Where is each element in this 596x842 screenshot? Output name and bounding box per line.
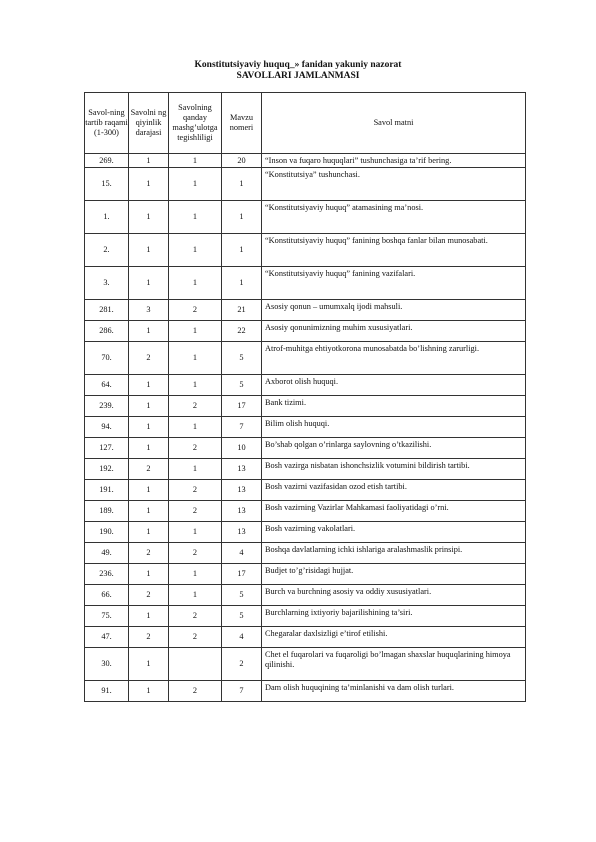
table-row — [85, 267, 526, 300]
table-row — [85, 501, 526, 522]
question-text-cell: Burchlarning ixtiyoriy bajarilishining ta’siri. — [262, 606, 526, 627]
table-row — [85, 459, 526, 480]
question-text-cell: Bosh vazirni vazifasidan ozod etish tartibi. — [262, 480, 526, 501]
lesson-cell: 1 — [169, 321, 222, 342]
question-number-cell: 239. — [85, 396, 129, 417]
question-number-cell: 47. — [85, 627, 129, 648]
question-text-cell: Bank tizimi. — [262, 396, 526, 417]
topic-cell: 7 — [222, 681, 262, 702]
table-header-row — [85, 93, 526, 154]
question-text-cell: Asosiy qonunimizning muhim xususiyatlari. — [262, 321, 526, 342]
topic-cell: 10 — [222, 438, 262, 459]
topic-cell: 17 — [222, 396, 262, 417]
difficulty-cell: 2 — [129, 459, 169, 480]
table-row — [85, 480, 526, 501]
topic-cell: 13 — [222, 501, 262, 522]
question-text-cell: Bilim olish huquqi. — [262, 417, 526, 438]
table-row — [85, 201, 526, 234]
question-text-cell: Budjet to’g’risidagi hujjat. — [262, 564, 526, 585]
topic-cell: 22 — [222, 321, 262, 342]
table-row — [85, 681, 526, 702]
topic-cell: 1 — [222, 234, 262, 267]
topic-cell: 5 — [222, 585, 262, 606]
table-row — [85, 396, 526, 417]
difficulty-cell: 1 — [129, 648, 169, 681]
question-text-cell: Chet el fuqarolari va fuqaroligi bo’lmagan shaxslar huquqlarining himoya qilinishi. — [262, 648, 526, 681]
topic-cell: 5 — [222, 342, 262, 375]
table-row — [85, 438, 526, 459]
header-difficulty: Savolni ng qiyinlik darajasi — [129, 93, 169, 154]
difficulty-cell: 1 — [129, 681, 169, 702]
question-text-cell: Atrof-muhitga ehtiyotkorona munosabatda bo’lishning zarurligi. — [262, 342, 526, 375]
question-number-cell: 49. — [85, 543, 129, 564]
lesson-cell: 2 — [169, 480, 222, 501]
table-row — [85, 564, 526, 585]
lesson-cell: 1 — [169, 375, 222, 396]
question-text-cell: Burch va burchning asosiy va oddiy xususiyatlari. — [262, 585, 526, 606]
table-row — [85, 168, 526, 201]
lesson-cell: 2 — [169, 627, 222, 648]
question-number-cell: 64. — [85, 375, 129, 396]
lesson-cell: 1 — [169, 201, 222, 234]
table-row — [85, 321, 526, 342]
question-text-cell: Asosiy qonun – umumxalq ijodi mahsuli. — [262, 300, 526, 321]
question-text-cell: Boshqa davlatlarning ichki ishlariga aralashmaslik prinsipi. — [262, 543, 526, 564]
title-line-1: Konstitutsiyaviy huquq_» fanidan yakuniy nazorat — [194, 60, 402, 70]
difficulty-cell: 1 — [129, 606, 169, 627]
lesson-cell: 1 — [169, 522, 222, 543]
table-row — [85, 375, 526, 396]
lesson-cell: 2 — [169, 396, 222, 417]
table-row — [85, 300, 526, 321]
lesson-cell: 2 — [169, 543, 222, 564]
table-row — [85, 585, 526, 606]
question-number-cell: 3. — [85, 267, 129, 300]
question-number-cell: 192. — [85, 459, 129, 480]
difficulty-cell: 1 — [129, 201, 169, 234]
question-number-cell: 70. — [85, 342, 129, 375]
question-number-cell: 91. — [85, 681, 129, 702]
difficulty-cell: 1 — [129, 396, 169, 417]
header-lesson: Savolning qanday mashg’ulotga tegishliligi — [169, 93, 222, 154]
lesson-cell: 1 — [169, 564, 222, 585]
question-text-cell: Chegaralar daxlsizligi e’tirof etilishi. — [262, 627, 526, 648]
difficulty-cell: 1 — [129, 564, 169, 585]
question-number-cell: 30. — [85, 648, 129, 681]
lesson-cell: 1 — [169, 234, 222, 267]
question-text-cell: “Konstitutsiyaviy huquq” fanining boshqa fanlar bilan munosabati. — [262, 234, 526, 267]
question-text-cell: Bosh vazirning Vazirlar Mahkamasi faoliyatidagi o’rni. — [262, 501, 526, 522]
difficulty-cell: 1 — [129, 480, 169, 501]
lesson-cell — [169, 648, 222, 681]
table-row — [85, 234, 526, 267]
question-number-cell: 75. — [85, 606, 129, 627]
question-number-cell: 281. — [85, 300, 129, 321]
difficulty-cell: 1 — [129, 267, 169, 300]
lesson-cell: 2 — [169, 606, 222, 627]
table-row — [85, 154, 526, 168]
lesson-cell: 1 — [169, 417, 222, 438]
difficulty-cell: 1 — [129, 501, 169, 522]
difficulty-cell: 1 — [129, 234, 169, 267]
difficulty-cell: 1 — [129, 168, 169, 201]
difficulty-cell: 2 — [129, 585, 169, 606]
question-text-cell: Bosh vazirga nisbatan ishonchsizlik votumini bildirish tartibi. — [262, 459, 526, 480]
question-number-cell: 1. — [85, 201, 129, 234]
question-number-cell: 94. — [85, 417, 129, 438]
difficulty-cell: 1 — [129, 522, 169, 543]
topic-cell: 5 — [222, 606, 262, 627]
topic-cell: 13 — [222, 522, 262, 543]
table-row — [85, 606, 526, 627]
question-text-cell: Bosh vazirning vakolatlari. — [262, 522, 526, 543]
topic-cell: 1 — [222, 267, 262, 300]
difficulty-cell: 1 — [129, 321, 169, 342]
lesson-cell: 1 — [169, 154, 222, 168]
topic-cell: 1 — [222, 168, 262, 201]
question-number-cell: 190. — [85, 522, 129, 543]
topic-cell: 1 — [222, 201, 262, 234]
header-topic: Mavzu nomeri — [222, 93, 262, 154]
question-text-cell: Axborot olish huquqi. — [262, 375, 526, 396]
topic-cell: 13 — [222, 480, 262, 501]
question-number-cell: 66. — [85, 585, 129, 606]
lesson-cell: 2 — [169, 681, 222, 702]
lesson-cell: 1 — [169, 267, 222, 300]
lesson-cell: 1 — [169, 585, 222, 606]
difficulty-cell: 1 — [129, 438, 169, 459]
question-text-cell: “Konstitutsiyaviy huquq” atamasining ma’nosi. — [262, 201, 526, 234]
table-row — [85, 543, 526, 564]
question-number-cell: 286. — [85, 321, 129, 342]
difficulty-cell: 3 — [129, 300, 169, 321]
question-number-cell: 189. — [85, 501, 129, 522]
question-number-cell: 15. — [85, 168, 129, 201]
question-text-cell: Dam olish huquqining ta’minlanishi va dam olish turlari. — [262, 681, 526, 702]
topic-cell: 7 — [222, 417, 262, 438]
difficulty-cell: 2 — [129, 342, 169, 375]
table-row — [85, 522, 526, 543]
difficulty-cell: 1 — [129, 417, 169, 438]
difficulty-cell: 1 — [129, 154, 169, 168]
question-text-cell: “Konstitutsiyaviy huquq” fanining vazifalari. — [262, 267, 526, 300]
lesson-cell: 1 — [169, 342, 222, 375]
table-row — [85, 648, 526, 681]
document-title — [0, 60, 596, 82]
topic-cell: 2 — [222, 648, 262, 681]
lesson-cell: 1 — [169, 459, 222, 480]
question-text-cell: “Konstitutsiya” tushunchasi. — [262, 168, 526, 201]
title-line-2: SAVOLLARI JAMLANMASI — [236, 71, 360, 81]
difficulty-cell: 2 — [129, 543, 169, 564]
table-row — [85, 417, 526, 438]
lesson-cell: 2 — [169, 501, 222, 522]
lesson-cell: 2 — [169, 300, 222, 321]
question-number-cell: 191. — [85, 480, 129, 501]
topic-cell: 20 — [222, 154, 262, 168]
topic-cell: 13 — [222, 459, 262, 480]
topic-cell: 4 — [222, 543, 262, 564]
lesson-cell: 2 — [169, 438, 222, 459]
header-number: Savol-ning tartib raqami (1-300) — [85, 93, 129, 154]
topic-cell: 5 — [222, 375, 262, 396]
difficulty-cell: 1 — [129, 375, 169, 396]
table-row — [85, 342, 526, 375]
question-number-cell: 236. — [85, 564, 129, 585]
question-number-cell: 269. — [85, 154, 129, 168]
header-question-text: Savol matni — [262, 93, 526, 154]
lesson-cell: 1 — [169, 168, 222, 201]
table-body — [85, 154, 526, 702]
difficulty-cell: 2 — [129, 627, 169, 648]
question-text-cell: “Inson va fuqaro huquqlari” tushunchasiga ta’rif bering. — [262, 154, 526, 168]
topic-cell: 4 — [222, 627, 262, 648]
question-number-cell: 127. — [85, 438, 129, 459]
questions-table — [84, 92, 526, 702]
table-row — [85, 627, 526, 648]
topic-cell: 21 — [222, 300, 262, 321]
topic-cell: 17 — [222, 564, 262, 585]
question-number-cell: 2. — [85, 234, 129, 267]
question-text-cell: Bo’shab qolgan o’rinlarga saylovning o’tkazilishi. — [262, 438, 526, 459]
